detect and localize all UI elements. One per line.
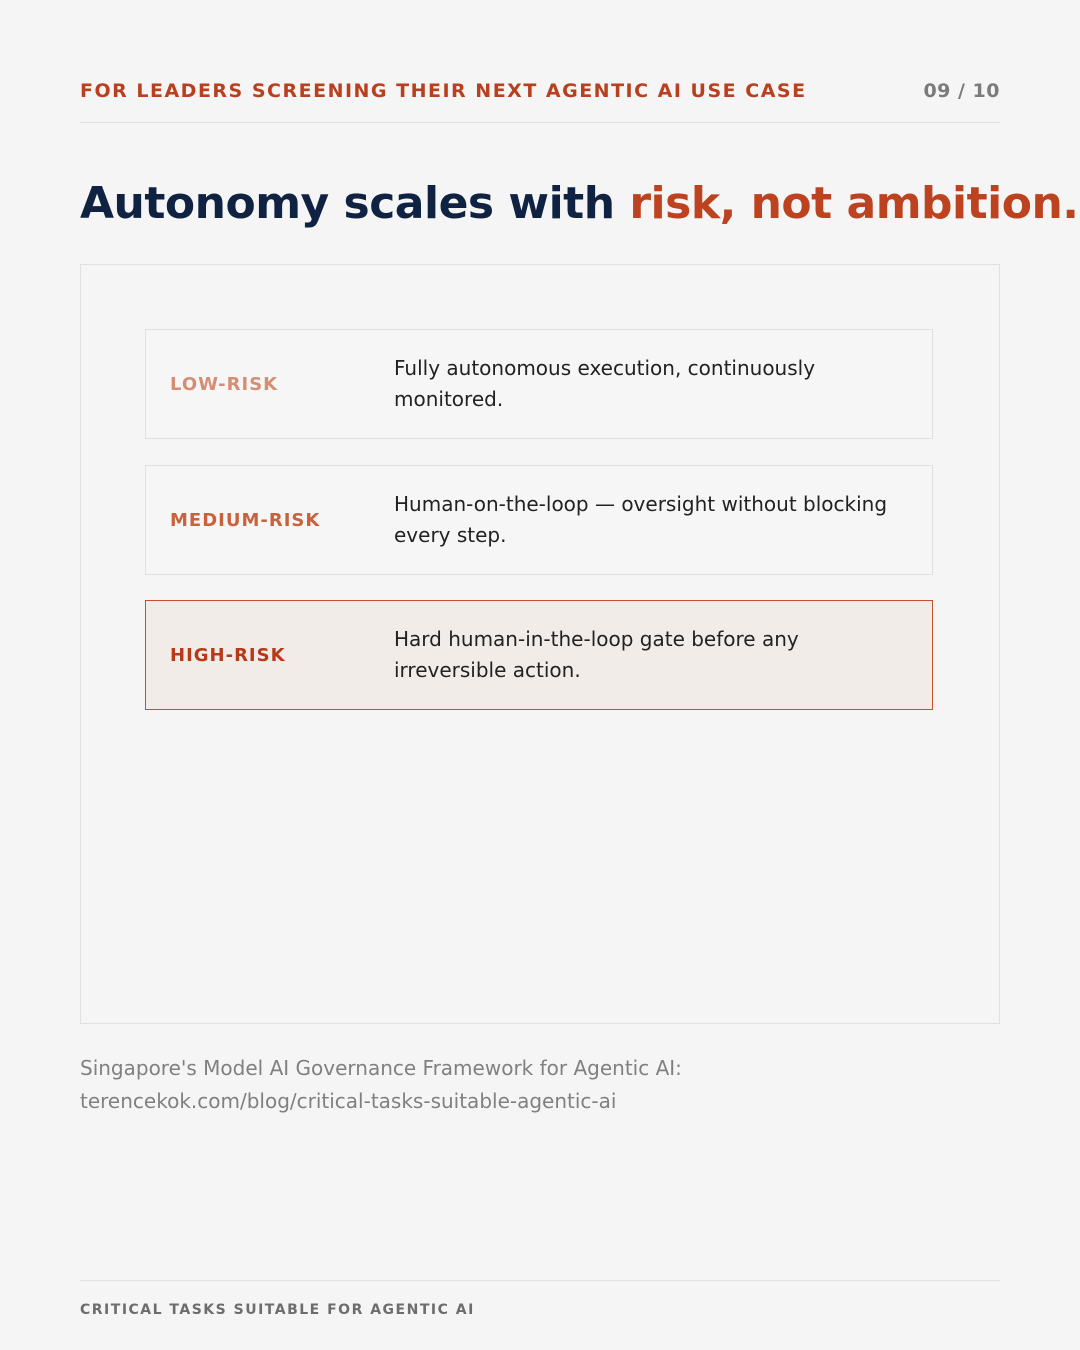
tier-low-risk bbox=[145, 329, 933, 439]
risk-tiers-panel bbox=[80, 264, 1000, 1024]
tier-description: Hard human-in-the-loop gate before any irreversible action. bbox=[394, 627, 799, 682]
footer bbox=[80, 1280, 1000, 1318]
header bbox=[80, 80, 1000, 123]
source-citation bbox=[80, 1052, 1000, 1118]
source-title: Singapore's Model AI Governance Framework for Agentic AI: bbox=[80, 1056, 682, 1080]
headline-lead: Autonomy scales with bbox=[80, 178, 630, 229]
headline bbox=[80, 178, 1079, 229]
tier-description: Fully autonomous execution, continuously monitored. bbox=[394, 356, 816, 411]
headline-accent: risk, not ambition. bbox=[629, 178, 1079, 229]
page-counter: 09 / 10 bbox=[923, 80, 1000, 102]
tier-label: HIGH-RISK bbox=[170, 644, 286, 666]
tier-description: Human-on-the-loop — oversight without blocking every step. bbox=[394, 492, 888, 547]
tier-medium-risk bbox=[145, 465, 933, 575]
eyebrow-title: FOR LEADERS SCREENING THEIR NEXT AGENTIC AI USE CASE bbox=[80, 80, 807, 102]
tier-high-risk bbox=[145, 600, 933, 710]
source-url: terencekok.com/blog/critical-tasks-suitable-agentic-ai bbox=[80, 1089, 617, 1113]
tier-label: MEDIUM-RISK bbox=[170, 509, 321, 531]
tier-label: LOW-RISK bbox=[170, 373, 279, 395]
footer-label: CRITICAL TASKS SUITABLE FOR AGENTIC AI bbox=[80, 1302, 475, 1318]
